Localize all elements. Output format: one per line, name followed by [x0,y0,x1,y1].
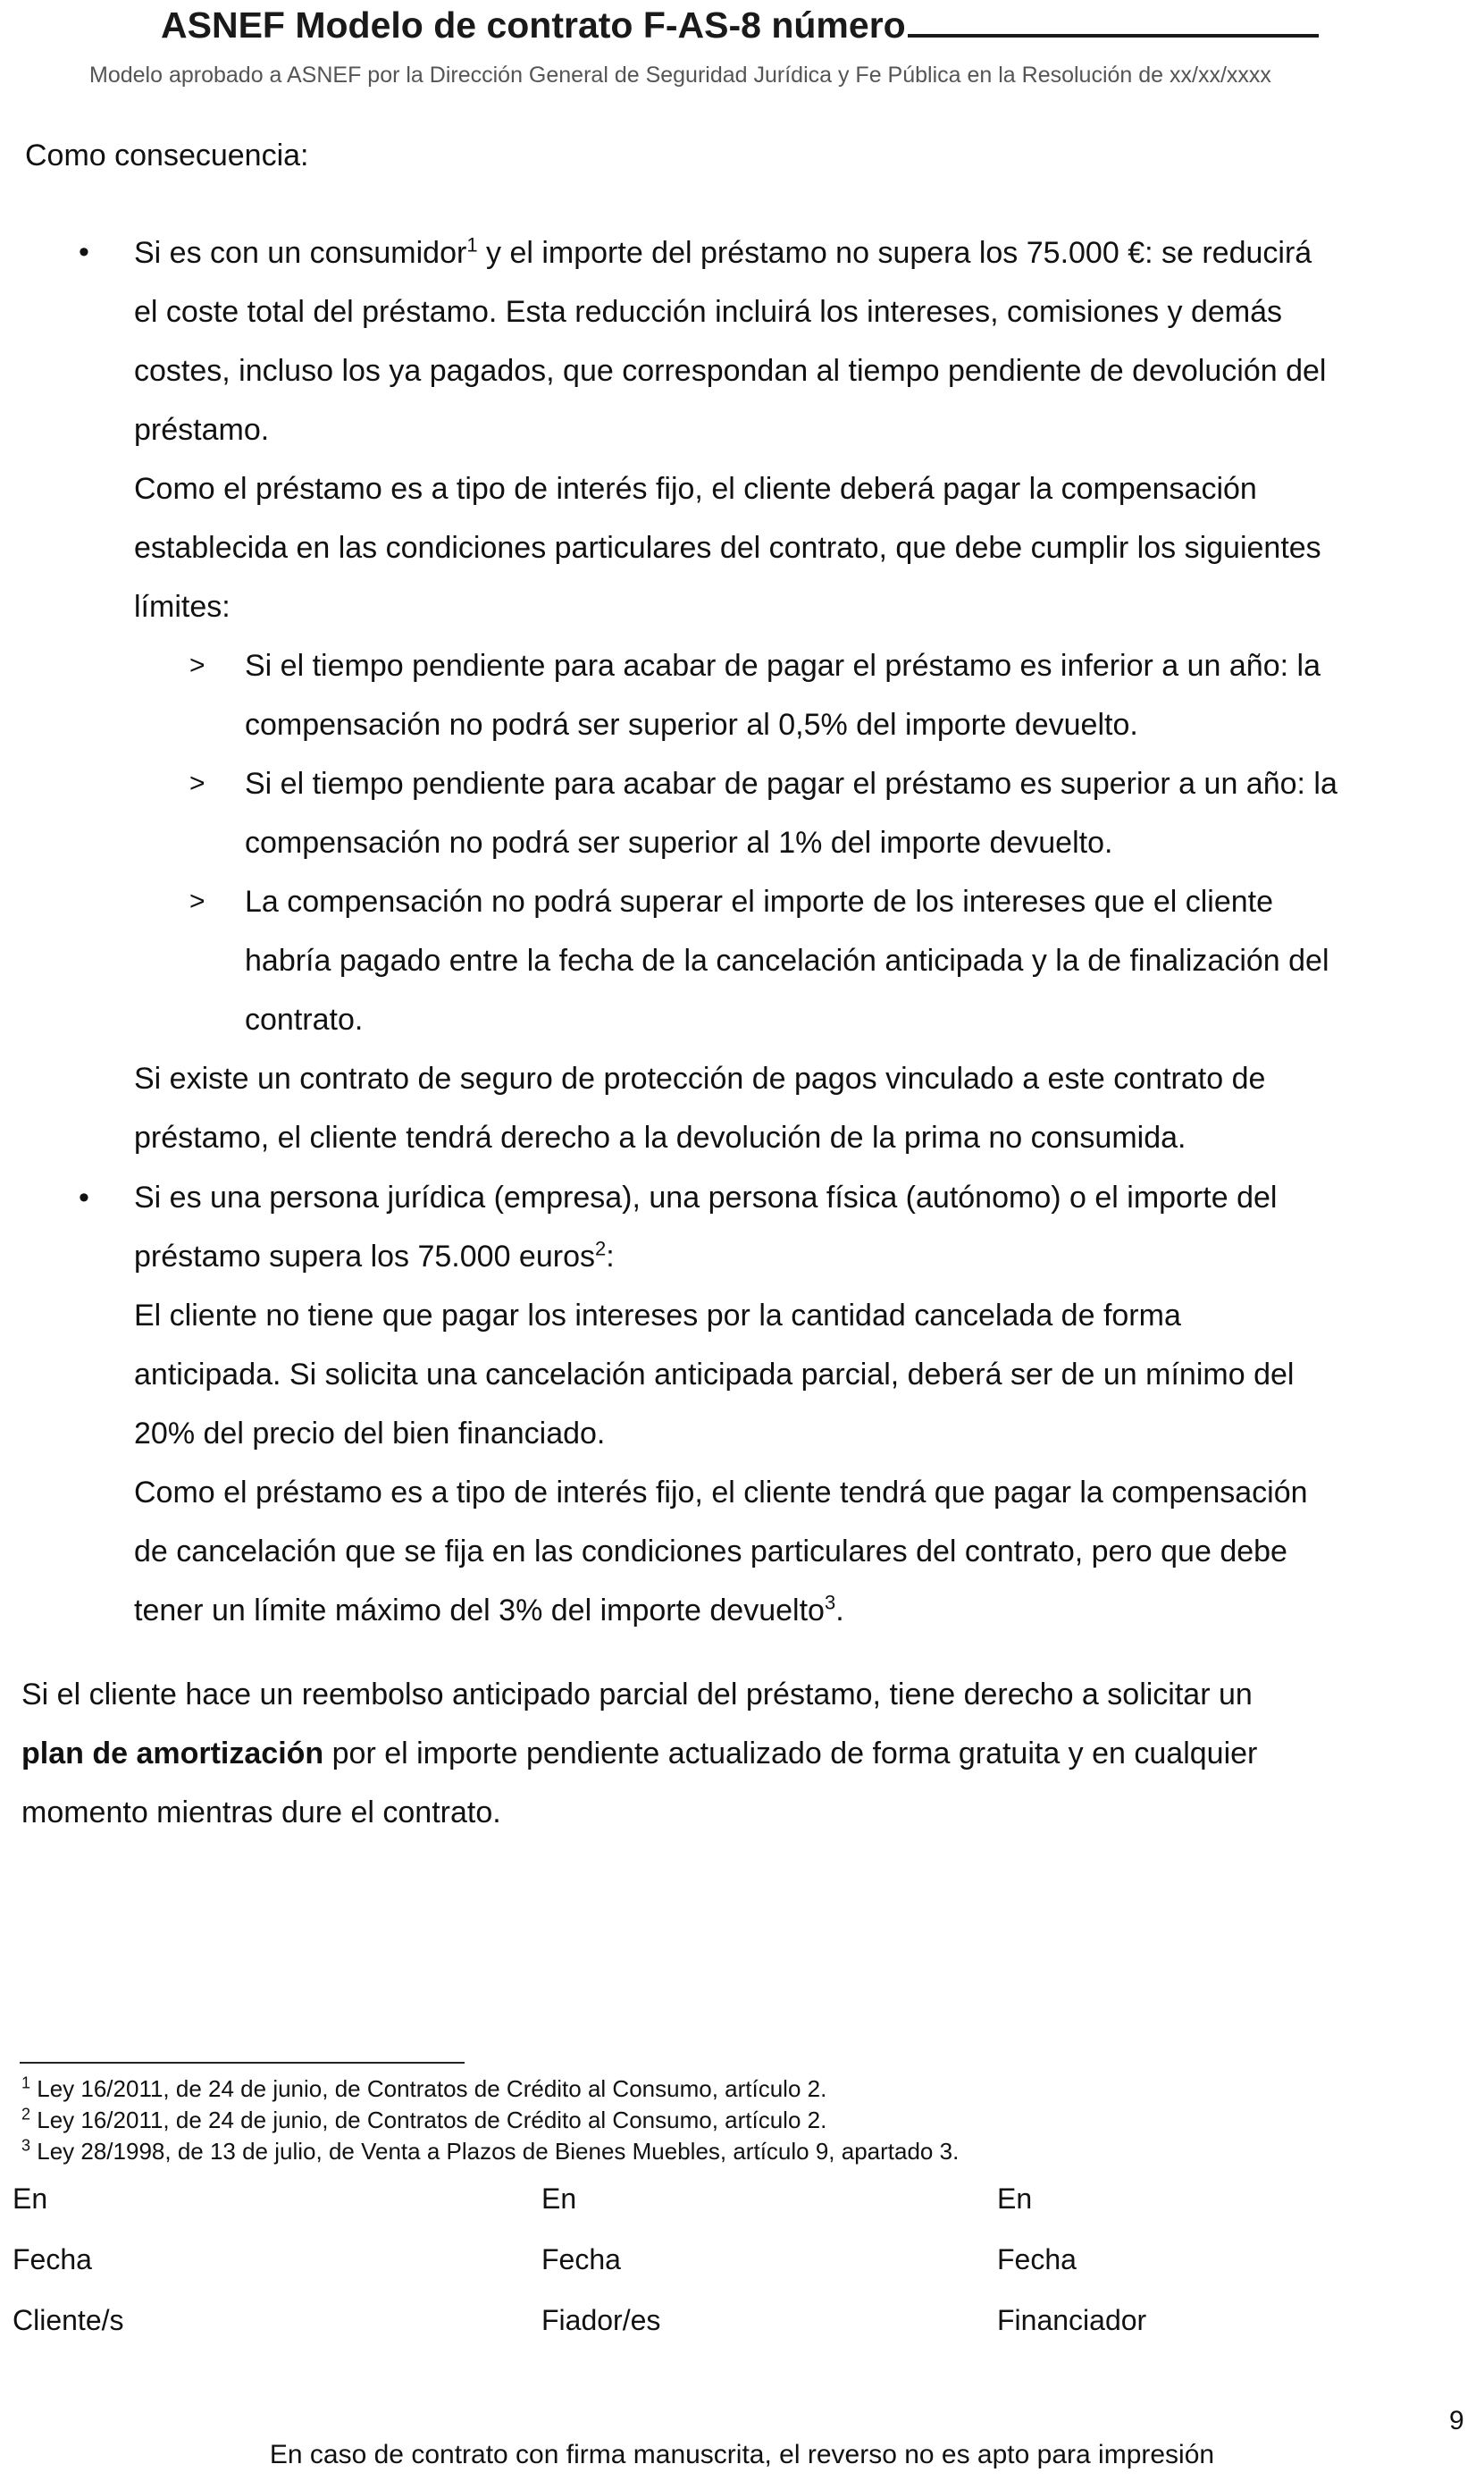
signature-guarantor-date: Fecha [541,2243,621,2275]
closing-line-1: Si el cliente hace un reembolso anticipado parcial del préstamo, tiene derecho a solicitar un [21,1678,1253,1711]
bullet-1-para-2-line-2: establecida en las condiciones particulares del contrato, que debe cumplir los siguientes [134,531,1321,565]
bullet-2-line-1: Si es una persona jurídica (empresa), una persona física (autónomo) o el importe del [134,1181,1278,1215]
sub-item-1-line-2: compensación no podrá ser superior al 0,5% del importe devuelto. [245,708,1138,742]
footnote-1: $^1$ Ley 16/2011, de 24 de junio, de Contratos de Crédito al Consumo, artículo 2. [21,2073,827,2102]
bullet-1-line-4: préstamo. [134,413,270,447]
sub-marker-icon: > [189,769,205,798]
sub-marker-icon: > [189,887,205,916]
bullet-2-para-2-line-3: 20% del precio del bien financiado. [134,1417,606,1451]
bullet-icon: • [79,1181,89,1215]
bullet-1-para-3-line-2: préstamo, el cliente tendrá derecho a la devolución de la prima no consumida. [134,1121,1186,1155]
bullet-2-para-2-line-1: El cliente no tiene que pagar los intereses por la cantidad cancelada de forma [134,1299,1181,1333]
sub-item-3-line-1: La compensación no podrá superar el importe de los intereses que el cliente [245,885,1274,919]
document-title: ASNEF Modelo de contrato F-AS-8 número [161,4,1319,46]
sub-marker-icon: > [189,651,205,680]
closing-line-2: plan de amortización por el importe pendiente actualizado de forma gratuita y en cualquier [21,1737,1258,1770]
signature-guarantor-role: Fiador/es [541,2304,661,2336]
signature-client-place: En [13,2182,48,2215]
bullet-2-para-2-line-2: anticipada. Si solicita una cancelación anticipada parcial, deberá ser de un mínimo del [134,1358,1295,1392]
bullet-1-para-2-line-1: Como el préstamo es a tipo de interés fijo, el cliente deberá pagar la compensación [134,472,1257,506]
approval-subtitle: Modelo aprobado a ASNEF por la Dirección General de Seguridad Jurídica y Fe Pública en la Resolución de xx/xx/xxxx [89,63,1271,88]
closing-line-3: momento mientras dure el contrato. [21,1796,501,1829]
sub-item-1-line-1: Si el tiempo pendiente para acabar de pagar el préstamo es inferior a un año: la [245,649,1321,683]
signature-lender-date: Fecha [997,2243,1077,2275]
page-number: 9 [1449,2406,1464,2435]
footnote-3: $^3$ Ley 28/1998, de 13 de julio, de Venta a Plazos de Bienes Muebles, artículo 9, apartado 3. [21,2136,960,2165]
signature-client-role: Cliente/s [13,2304,124,2336]
sub-item-3-line-3: contrato. [245,1003,364,1037]
bullet-icon: • [79,235,89,269]
print-footer-note: En caso de contrato con firma manuscrita, el reverso no es apto para impresión [269,2440,1215,2469]
sub-item-2-line-2: compensación no podrá ser superior al 1% del importe devuelto. [245,826,1113,860]
signature-lender-place: En [997,2182,1033,2215]
bullet-1-line-3: costes, incluso los ya pagados, que correspondan al tiempo pendiente de devolución del [134,354,1327,388]
signature-guarantor-place: En [541,2182,577,2215]
bullet-1-line-1: Si es con un consumidor$^1$ y el importe del préstamo no supera los 75.000 €: se reducirá [134,233,1312,270]
sub-item-3-line-2: habría pagado entre la fecha de la cancelación anticipada y la de finalización del [245,944,1329,978]
signature-lender-role: Financiador [997,2304,1147,2336]
bullet-2-line-2: préstamo supera los 75.000 euros$^2$: [134,1237,615,1274]
bullet-1-line-2: el coste total del préstamo. Esta reducción incluirá los intereses, comisiones y demás [134,295,1283,329]
bullet-2-para-3-line-1: Como el préstamo es a tipo de interés fijo, el cliente tendrá que pagar la compensación [134,1476,1308,1510]
footnote-2: $^2$ Ley 16/2011, de 24 de junio, de Contratos de Crédito al Consumo, artículo 2. [21,2105,827,2133]
sub-item-2-line-1: Si el tiempo pendiente para acabar de pagar el préstamo es superior a un año: la [245,767,1337,801]
bullet-1-para-3-line-1: Si existe un contrato de seguro de protección de pagos vinculado a este contrato de [134,1062,1266,1096]
bullet-1-para-2-line-3: límites: [134,590,231,624]
contract-number-blank [908,4,1319,38]
footnote-separator [20,2062,465,2064]
intro-text: Como consecuencia: [25,139,309,172]
bullet-2-para-3-line-2: de cancelación que se fija en las condiciones particulares del contrato, pero que debe [134,1535,1287,1568]
signature-client-date: Fecha [13,2243,92,2275]
bullet-2-para-3-line-3: tener un límite máximo del 3% del importe devuelto$^3$. [134,1591,844,1627]
